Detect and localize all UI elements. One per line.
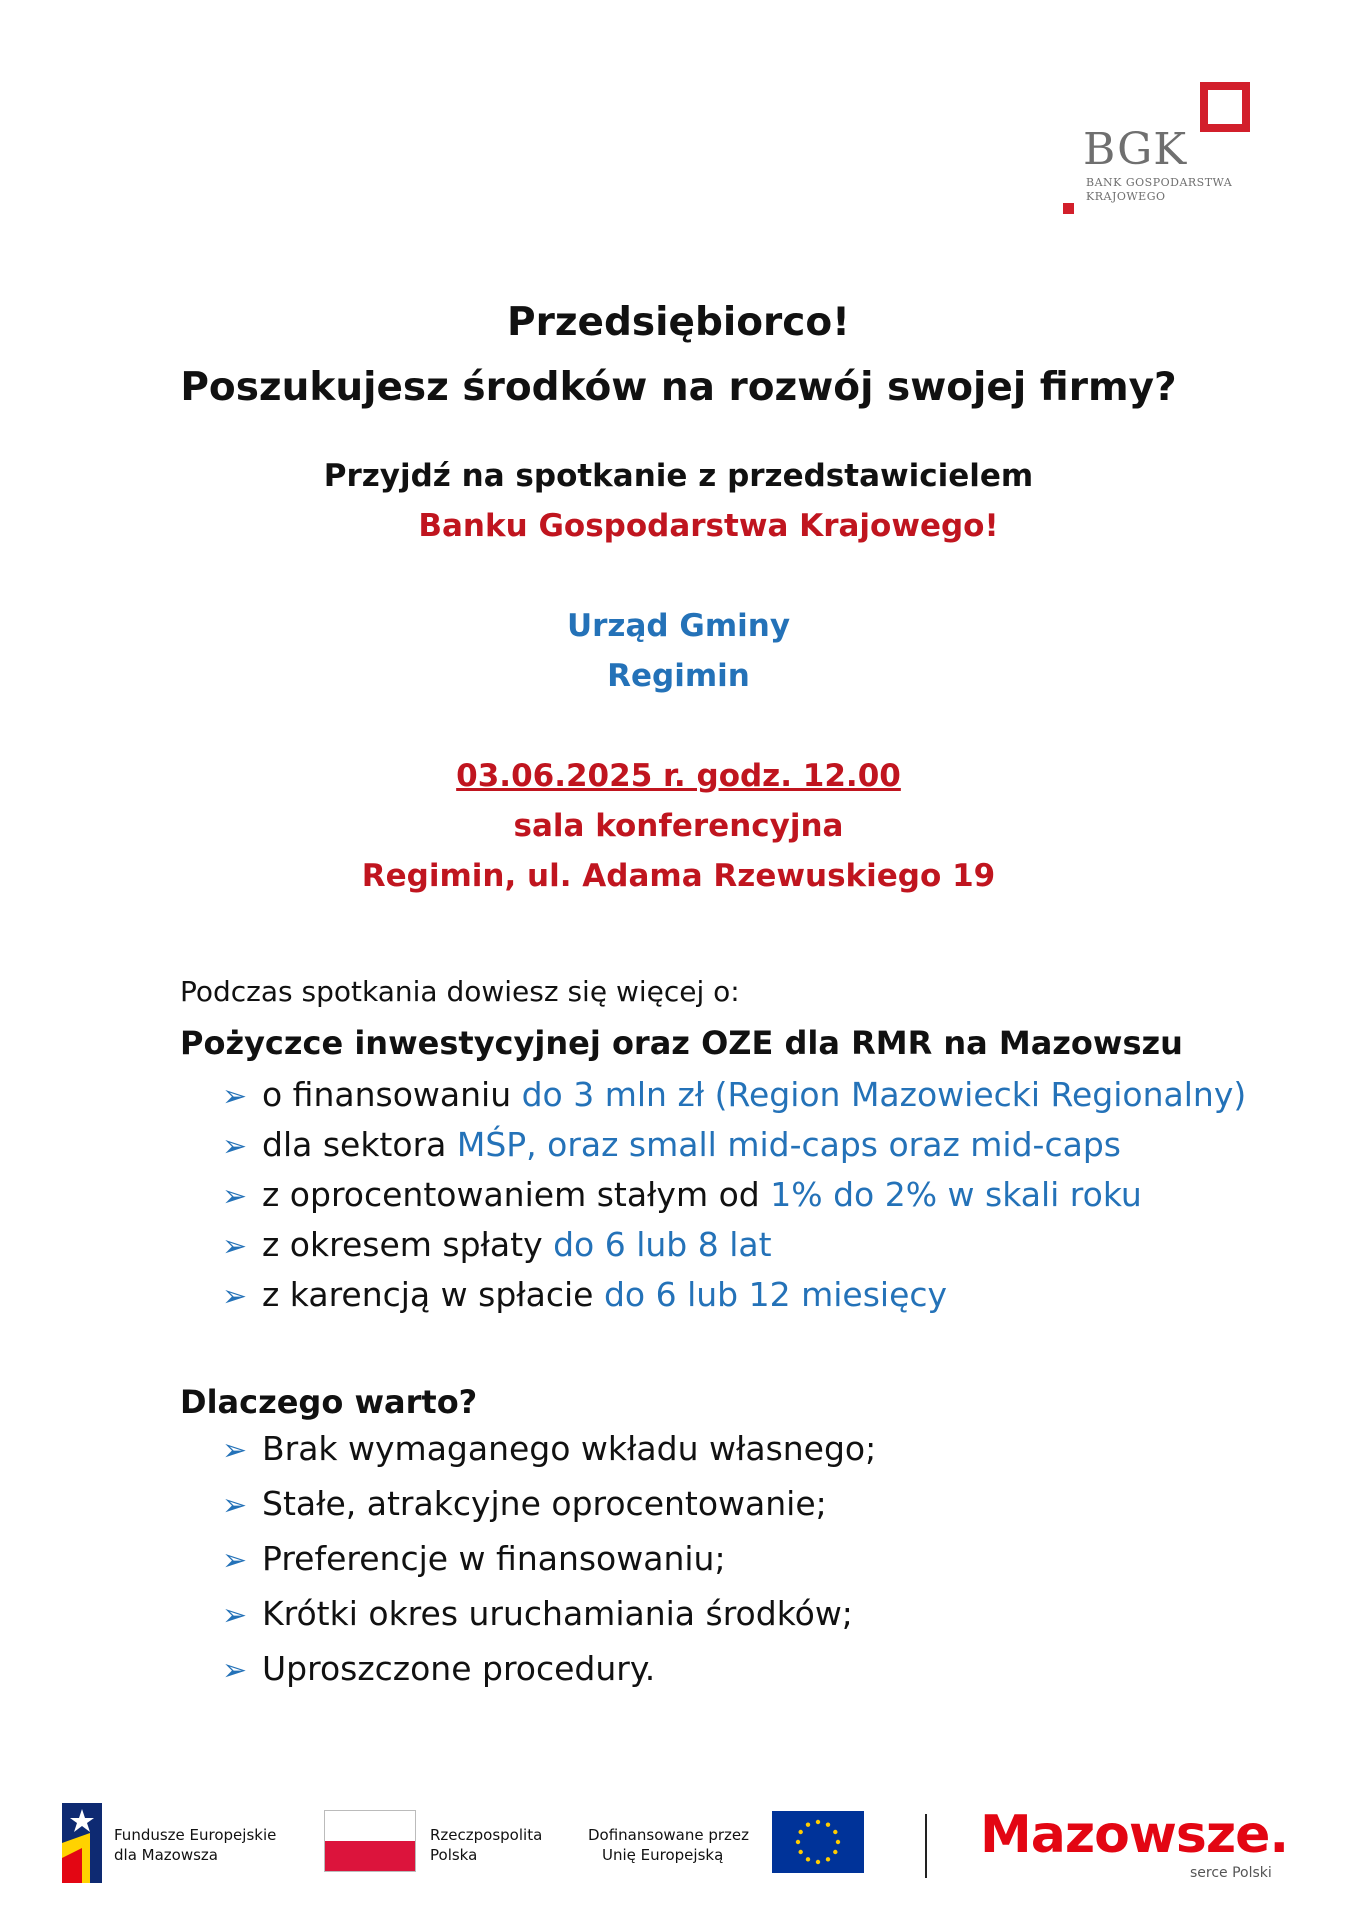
loan-bullet	[222, 1175, 1142, 1214]
eu-star-icon	[806, 1822, 810, 1826]
arrow-bullet-icon: ➢	[222, 1179, 248, 1214]
loan-bullet-highlight: do 6 lub 12 miesięcy	[603, 1275, 948, 1314]
eu-star-icon	[826, 1822, 830, 1826]
arrow-bullet-icon: ➢	[222, 1129, 248, 1164]
fe-logo-text-line1: Fundusze Europejskie	[114, 1826, 277, 1844]
eu-star-icon	[816, 1820, 820, 1824]
eu-star-icon	[833, 1850, 837, 1854]
eu-star-icon	[833, 1830, 837, 1834]
eu-flag-icon	[772, 1811, 864, 1873]
loan-bullet-prefix: o finansowaniu	[262, 1075, 522, 1114]
eu-star-icon	[816, 1860, 820, 1864]
rp-logo-text-line1: Rzeczpospolita	[430, 1826, 543, 1844]
event-datetime: 03.06.2025 r. godz. 12.00	[456, 758, 901, 794]
eu-logo-text-line2: Unię Europejską	[602, 1846, 724, 1864]
headline-line1: Przedsiębiorco!	[507, 300, 850, 345]
eu-star-icon	[798, 1830, 802, 1834]
loan-bullet	[222, 1275, 947, 1314]
loan-bullet	[222, 1075, 1246, 1114]
polish-flag-icon	[324, 1810, 416, 1872]
loan-bullet-prefix: dla sektora	[262, 1125, 457, 1164]
fe-logo-text-line2: dla Mazowsza	[114, 1846, 218, 1864]
bgk-logo-subtitle-line2: KRAJOWEGO	[1086, 190, 1166, 203]
arrow-bullet-icon: ➢	[222, 1598, 248, 1633]
mazowsze-logo-subtitle: serce Polski	[1190, 1865, 1272, 1881]
loan-bullet-prefix: z oprocentowaniem stałym od	[262, 1175, 771, 1214]
why-bullet-text: Uproszczone procedury.	[262, 1649, 656, 1688]
bgk-logo-subtitle-line1: BANK GOSPODARSTWA	[1086, 176, 1233, 189]
loan-bullet	[222, 1225, 772, 1264]
arrow-bullet-icon: ➢	[222, 1433, 248, 1468]
why-bullet	[222, 1539, 726, 1578]
arrow-bullet-icon: ➢	[222, 1229, 248, 1264]
arrow-bullet-icon: ➢	[222, 1543, 248, 1578]
loan-bullet-highlight: do 3 mln zł (Region Mazowiecki Regionalny)	[521, 1075, 1247, 1114]
eu-star-icon	[806, 1857, 810, 1861]
why-bullet	[222, 1484, 827, 1523]
eu-star-icon	[836, 1840, 840, 1844]
footer-divider	[925, 1814, 927, 1878]
bgk-logo-accent	[1063, 203, 1074, 214]
mazowsze-logo-text: Mazowsze.	[980, 1805, 1289, 1865]
why-bullet-text: Krótki okres uruchamiania środków;	[262, 1594, 853, 1633]
fundusze-europejskie-logo-icon	[62, 1803, 102, 1883]
why-bullet-text: Stałe, atrakcyjne oprocentowanie;	[262, 1484, 827, 1523]
loan-bullet-highlight: MŚP, oraz small mid-caps oraz mid-caps	[456, 1125, 1121, 1164]
why-bullet-text: Preferencje w finansowaniu;	[262, 1539, 726, 1578]
invite-line1: Przyjdź na spotkanie z przedstawicielem	[323, 458, 1034, 494]
why-title: Dlaczego warto?	[180, 1383, 478, 1421]
event-room: sala konferencyjna	[513, 808, 844, 844]
arrow-bullet-icon: ➢	[222, 1079, 248, 1114]
eu-logo-text-line1: Dofinansowane przez	[588, 1826, 750, 1844]
loan-bullet-highlight: do 6 lub 8 lat	[553, 1225, 772, 1264]
eu-star-icon	[796, 1840, 800, 1844]
bgk-logo-square	[1200, 82, 1250, 132]
headline-line2: Poszukujesz środków na rozwój swojej firmy?	[180, 365, 1177, 410]
office-town: Regimin	[607, 658, 750, 694]
bgk-logo-text: BGK	[1083, 124, 1188, 175]
loan-intro: Podczas spotkania dowiesz się więcej o:	[180, 975, 740, 1008]
arrow-bullet-icon: ➢	[222, 1653, 248, 1688]
eu-star-icon	[798, 1850, 802, 1854]
office-name: Urząd Gminy	[566, 608, 791, 644]
loan-title: Pożyczce inwestycyjnej oraz OZE dla RMR na Mazowszu	[180, 1024, 1183, 1062]
why-bullet	[222, 1429, 876, 1468]
loan-bullet-prefix: z karencją w spłacie	[262, 1275, 604, 1314]
invite-line2: Banku Gospodarstwa Krajowego!	[418, 508, 999, 544]
loan-bullet-highlight: 1% do 2% w skali roku	[770, 1175, 1142, 1214]
event-address: Regimin, ul. Adama Rzewuskiego 19	[361, 858, 996, 894]
eu-star-icon	[826, 1857, 830, 1861]
loan-bullet-prefix: z okresem spłaty	[262, 1225, 554, 1264]
rp-logo-text-line2: Polska	[430, 1846, 478, 1864]
why-bullet	[222, 1649, 655, 1688]
why-bullet-text: Brak wymaganego wkładu własnego;	[262, 1429, 877, 1468]
arrow-bullet-icon: ➢	[222, 1488, 248, 1523]
loan-bullet	[222, 1125, 1121, 1164]
why-bullet	[222, 1594, 853, 1633]
arrow-bullet-icon: ➢	[222, 1279, 248, 1314]
